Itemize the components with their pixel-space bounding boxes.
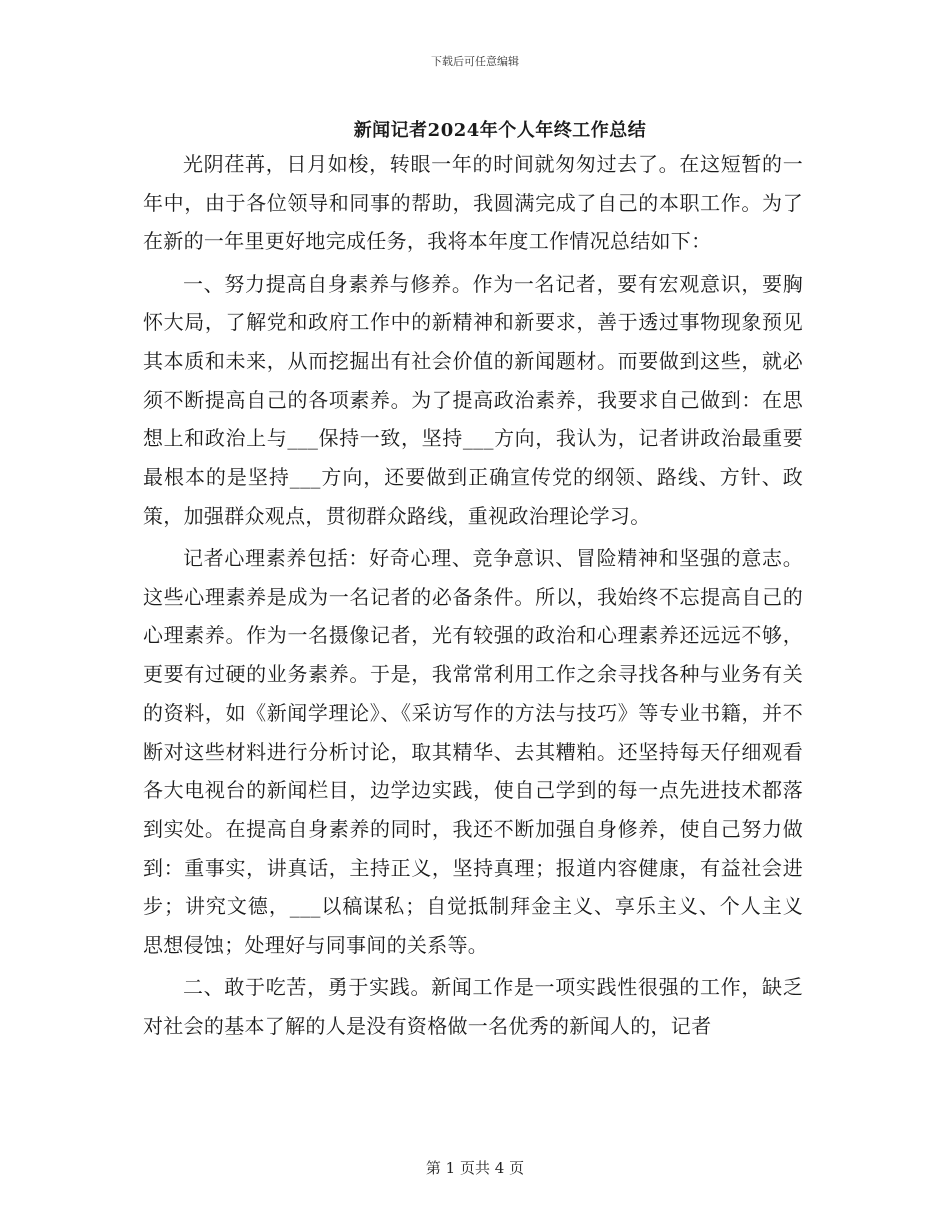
paragraph-intro: 光阴荏苒，日月如梭，转眼一年的时间就匆匆过去了。在这短暂的一年中，由于各位领导和同事的帮助，我圆满完成了自己的本职工作。为了在新的一年里更好地完成任务，我将本年度工作情况总结如下： bbox=[143, 152, 803, 254]
document-body bbox=[143, 145, 803, 1049]
page-header: 下载后可任意编辑 bbox=[431, 55, 519, 68]
paragraph-section-two: 二、敢于吃苦，勇于实践。新闻工作是一项实践性很强的工作，缺乏对社会的基本了解的人是没有资格做一名优秀的新闻人的，记者 bbox=[143, 975, 803, 1038]
paragraph-psychology: 记者心理素养包括：好奇心理、竞争意识、冒险精神和坚强的意志。这些心理素养是成为一名记者的必备条件。所以，我始终不忘提高自己的心理素养。作为一名摄像记者，光有较强的政治和心理素养还远远不够，更要有过硬的业务素养。于是，我常常利用工作之余寻找各种与业务有关的资料，如《新闻学理论》、《采访写作的方法与技巧》等专业书籍，并不断对这些材料进行分析讨论，取其精华、去其糟粕。还坚持每天仔细观看各大电视台的新闻栏目，边学边实践，使自己学到的每一点先进技术都落到实处。在提高自身素养的同时，我还不断加强自身修养，使自己努力做到：重事实，讲真话，主持正义，坚持真理；报道内容健康，有益社会进步；讲究文德，___以稿谋私；自觉抵制拜金主义、享乐主义、个人主义思想侵蚀；处理好与同事间的关系等。 bbox=[143, 546, 803, 958]
paragraph-section-one: 一、努力提高自身素养与修养。作为一名记者，要有宏观意识，要胸怀大局，了解党和政府工作中的新精神和新要求，善于透过事物现象预见其本质和未来，从而挖掘出有社会价值的新闻题材。而要做到这些，就必须不断提高自己的各项素养。为了提高政治素养，我要求自己做到：在思想上和政治上与___保持一致，坚持___方向，我认为，记者讲政治最重要最根本的是坚持___方向，还要做到正确宣传党的纲领、路线、方针、政策，加强群众观点，贯彻群众路线，重视政治理论学习。 bbox=[143, 271, 803, 528]
page-footer: 第 1 页共 4 页 bbox=[425, 1159, 525, 1177]
document-title: 新闻记者2024年个人年终工作总结 bbox=[353, 120, 647, 141]
